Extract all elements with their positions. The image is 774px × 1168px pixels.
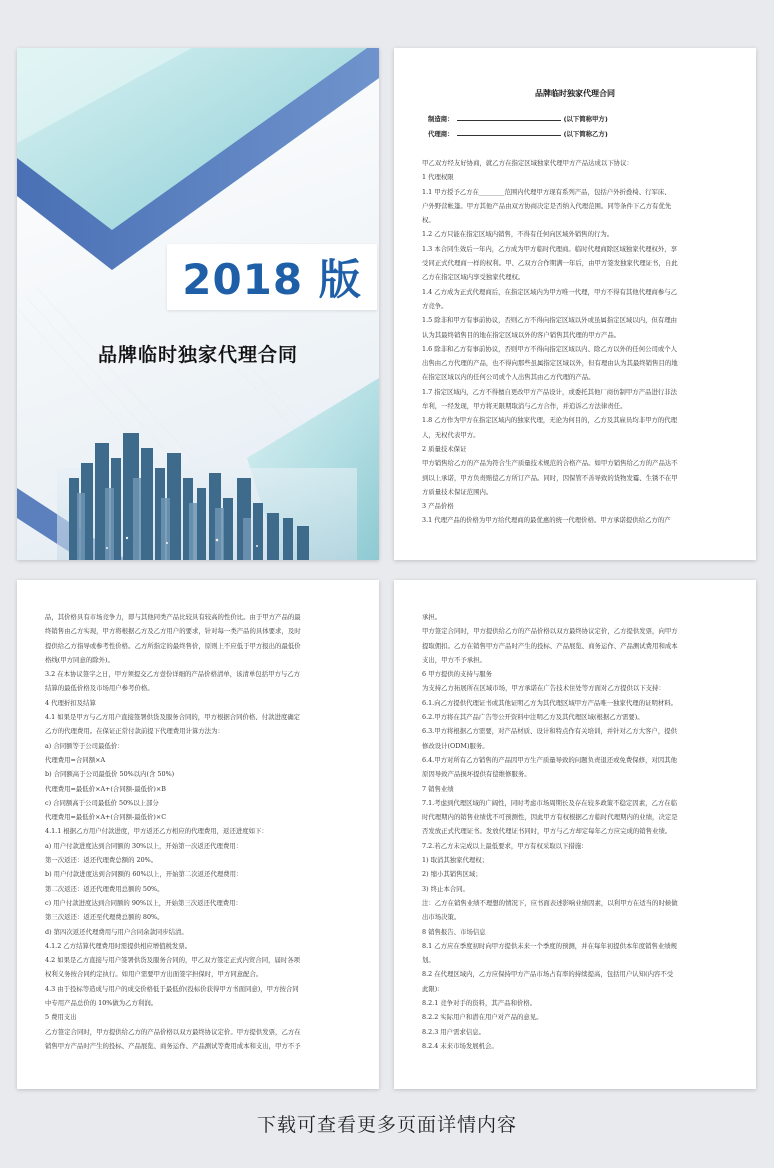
party-a-row xyxy=(428,114,608,123)
text-line: 3 产品价格 xyxy=(422,502,454,511)
text-line: 7.1.考虑到代理区域的广阔性，同时考虑市场周期长及存在较多政策不稳定因素，乙方在临 xyxy=(422,798,678,807)
text-line: 1.3 本合同生效后一年内，乙方成为甲方临时代理商。临时代理商除区域独家代理权外，享 xyxy=(422,244,678,253)
text-line: 6.1.向乙方提供代理证书或其他证明乙方为其代理区域甲方产品唯一独家代理的证明材料。 xyxy=(422,698,678,707)
text-line: 1.8 乙方作为甲方在指定区域内的独家代理，无论为何目的，乙方及其雇员均非甲方的代理 xyxy=(422,416,678,425)
cover-page[interactable] xyxy=(17,48,379,560)
text-line: 6.2.甲方将在其产品广告等公开资料中注明乙方及其代理区域(根据乙方需要)。 xyxy=(422,713,644,722)
text-line: 出市场决策。 xyxy=(422,913,461,922)
text-line: 结算的最低价格及市场用户参考价格。 xyxy=(45,684,154,693)
page-2-body xyxy=(45,610,351,1053)
contract-title: 品牌临时独家代理合同 xyxy=(535,89,615,98)
cover-year: 2018 版 xyxy=(182,255,362,304)
text-line: 注：乙方在销售业绩不理想的情况下，应书面表述影响业绩因素，以利甲方在适当的时候做 xyxy=(422,898,678,907)
text-line: 支出，甲方不予承担。 xyxy=(422,655,486,664)
text-line: 6 甲方提供的支持与服务 xyxy=(422,670,493,679)
text-line: 8.2.3 用户需求信息。 xyxy=(422,1027,486,1036)
year-badge xyxy=(167,244,377,310)
text-line: 8.2 在代理区域内，乙方应保持甲方产品市场占有率的持续提高，包括用户认知(内容不受 xyxy=(422,970,674,979)
text-line: 权利义务按合同约定执行。如用户需要甲方出面签字担保时，甲方同意配合。 xyxy=(45,970,263,979)
cover-title: 品牌临时独家代理合同 xyxy=(97,344,298,366)
text-line: 4.3 由于投标等造成与用户的成交价格低于最低价(投标价获得甲方书面同意)，甲方按合同 xyxy=(45,984,299,993)
text-line: 8.2.4 未来市场发展机会。 xyxy=(422,1041,498,1050)
text-line: 甲乙双方经友好协商，就乙方在指定区域独家代理甲方产品达成以下协议： xyxy=(422,159,633,167)
text-line: 甲方签定合同时，甲方提供给乙方的产品价格以双方最终协议定价，乙方提供发票，向甲方 xyxy=(422,627,678,636)
text-line: 销售甲方产品时产生的投标、产品展览、商务运作、产品测试等费用成本和支出，甲方不予 xyxy=(45,1041,301,1050)
text-line: 8.2.1 竞争对手的资料，其产品和价格。 xyxy=(422,999,537,1008)
text-line: 1.4 乙方成为正式代理商后，在指定区域内为甲方唯一代理，甲方不得有其他代理商参与乙 xyxy=(422,287,678,296)
text-line: b) 用户付款进度达到合同额的 60%以上，开始第二次返还代理费用： xyxy=(45,870,243,879)
document-page-1[interactable] xyxy=(394,48,756,560)
text-line: a) 用户付款进度达到合同额的 30%以上，开始第一次返还代理费用： xyxy=(45,841,243,850)
text-line: 牟利，一经发现，甲方将无限期取消与乙方合作，并追诉乙方法律责任。 xyxy=(422,402,627,411)
text-line: 否发放正式代理证书。发放代理证书同时，甲方与乙方却定每年乙方应完成的销售业绩。 xyxy=(422,827,672,836)
text-line: 4.1.2 乙方结算代理费用时需提供相应增值税发票。 xyxy=(45,941,192,950)
text-line: 1 代理权限 xyxy=(422,173,454,182)
text-line: 人，无权代表甲方。 xyxy=(422,430,480,439)
text-line: 8 销售报告、市场信息 xyxy=(422,927,486,936)
party-a-blank[interactable] xyxy=(457,120,561,121)
text-line: 权。 xyxy=(422,216,435,225)
text-line: 1.2 乙方只能在指定区域内销售，不得有任何向区域外销售的行为。 xyxy=(422,230,614,239)
party-b-suffix: (以下简称乙方) xyxy=(563,130,608,138)
text-line: 3.2 在本协议签字之日，甲方须提交乙方壹份详细的产品价格清单，该清单包括甲方与乙方 xyxy=(45,670,301,679)
text-line: 提取佣扣。乙方在销售甲方产品时产生的投标、产品展览、商务运作、产品测试费用和成本 xyxy=(422,641,678,650)
text-line: 1.5 除非和甲方有事前协议，否则乙方不得向指定区域以外或虽属指定区域以内，但有理由 xyxy=(422,316,678,325)
text-line: 乙方的代理费用。在保证正常付款前提下代理费用计算方法为： xyxy=(45,727,224,736)
text-line: 代理费用=最低价×A+(合同额-最低价)×C xyxy=(45,813,167,822)
text-line: 方质量技术保证范围内。 xyxy=(422,487,493,496)
page-3-body xyxy=(422,610,728,1053)
text-line: 提供给乙方指导或参考性价格。乙方所指定的最终售价，原则上不应低于甲方报出的最低价 xyxy=(45,641,301,650)
text-line: 格线(甲方同意的除外)。 xyxy=(45,655,114,664)
text-line: c) 合同额高于公司最低价 50%以上部分 xyxy=(45,798,159,807)
text-line: 承担。 xyxy=(422,613,442,621)
text-line: 户外野营帐篷。甲方其他产品由双方协商决定是否纳入代理范围。同等条件下乙方有优先 xyxy=(422,201,672,210)
text-line: 第一次返还：返还代理费总额的 20%。 xyxy=(45,856,158,865)
document-page-2[interactable] xyxy=(17,580,379,1089)
text-line: 代理费用=合同额×A xyxy=(45,755,106,764)
text-line: 乙方在指定区域内享受独家代理权。 xyxy=(422,273,525,282)
text-line: 受同正式代理商一样的权利。甲、乙双方合作期满一年后，由甲方签发独家代理证书，自此 xyxy=(422,259,678,268)
download-caption[interactable]: 下载可查看更多页面详情内容 xyxy=(256,1114,517,1136)
text-line: 在指定区域以内的任何公司或个人出售其由乙方代理的产品。 xyxy=(422,373,595,382)
text-line: 认为其最终销售目的地在指定区域以外的客户销售其代理的甲方产品。 xyxy=(422,330,621,339)
text-line: 1.1 甲方授予乙方在________范围内代理甲方现有系列产品，包括户外折叠椅、行军床、 xyxy=(422,187,671,196)
text-line: 品，其价格具有市场竞争力，即与其他同类产品比较具有较高的性价比。由于甲方产品的最 xyxy=(45,613,301,621)
text-line: 7.2.若乙方未完成以上最低要求，甲方有权采取以下措施： xyxy=(422,841,588,850)
text-line: 为支持乙方拓展所在区域市场，甲方承诺在广告技术住处等方面对乙方提供以下支持： xyxy=(422,684,665,693)
text-line: 4 代理折扣及结算 xyxy=(45,698,96,707)
text-line: 1) 取消其独家代理权； xyxy=(422,856,489,865)
text-line: 2 质量技术保证 xyxy=(422,444,467,453)
text-line: 7 销售业绩 xyxy=(422,784,454,793)
text-line: 6.4.甲方对所有乙方销售的产品因甲方生产质量导致的问题负责退还或免费保修，对因其他 xyxy=(422,755,678,764)
text-line: 4.1 如果是甲方与乙方用户直接签署供货及服务合同的，甲方根据合同价格、付款进度确定 xyxy=(45,713,301,722)
text-line: 3) 终止本合同。 xyxy=(422,884,469,893)
document-page-3[interactable] xyxy=(394,580,756,1089)
text-line: 乙方签定合同时，甲方提供给乙方的产品价格以双方最终协议定价。甲方提供发票，乙方在 xyxy=(45,1027,301,1036)
text-line: 中专用产品总价的 10%做为乙方利润。 xyxy=(45,999,158,1008)
text-line: 甲方销售给乙方的产品为符合生产质量技术规范的合格产品。如甲方销售给乙方的产品达不 xyxy=(422,459,678,468)
text-line: 5 费用支出 xyxy=(45,1013,77,1022)
text-line: b) 合同额高于公司最低价 50%以内(含 50%) xyxy=(45,770,175,779)
text-line: 方竞争。 xyxy=(422,301,448,310)
text-line: 代理费用=最低价×A+(合同额-最低价)×B xyxy=(45,784,166,793)
text-line: 4.2 如果是乙方直接与用户签署供货及服务合同的，甲乙双方签定正式内贸合同，届时各项 xyxy=(45,956,301,965)
text-line: c) 用户付款进度达到合同额的 90%以上，开始第三次返还代理费用： xyxy=(45,898,242,907)
page-1-body xyxy=(422,156,728,528)
text-line: 到以上承诺，甲方负责赔偿乙方所订产品。同时，因保管不善导致的货物发霉、生锈不在甲 xyxy=(422,473,678,482)
text-line: 8.2.2 实际用户和潜在用户对产品的意见。 xyxy=(422,1013,543,1022)
party-b-row xyxy=(428,129,608,138)
text-line: 第三次返还：返还至代理费总额的 80%。 xyxy=(45,913,164,922)
text-line: 时代理期内的销售业绩优不可预测性，因此甲方有权根据乙方临时代理期内的业绩，决定是 xyxy=(422,813,678,822)
text-line: d) 第四次返还代理费用与用户合同余款同步结清。 xyxy=(45,927,188,936)
text-line: a) 合同额等于公司最低价： xyxy=(45,741,124,750)
text-line: 划。 xyxy=(422,956,435,965)
text-line: 终销售由乙方实现，甲方将根据乙方及乙方用户的要求，针对每一类产品的具体要求，及时 xyxy=(45,627,301,636)
text-line: 修改设计(ODM)服务。 xyxy=(422,741,489,750)
text-line: 第二次返还：返还代理费用总额的 50%。 xyxy=(45,884,164,893)
text-line: 8.1 乙方应在季度初时向甲方提供未来一个季度的预测，并在每年初提供本年度销售业绩规 xyxy=(422,941,678,950)
text-line: 此限)： xyxy=(422,984,444,993)
party-a-suffix: (以下简称甲方) xyxy=(563,115,608,123)
text-line: 3.1 代理产品的价格为甲方给代理商的最优惠的统一代理价格。甲方承诺提供给乙方的产 xyxy=(422,516,671,525)
party-b-label: 代理商： xyxy=(428,130,454,138)
party-b-blank[interactable] xyxy=(457,135,561,136)
party-a-label: 制造商： xyxy=(428,115,454,123)
text-line: 4.1.1 根据乙方用户付款进度，甲方返还乙方相应的代理费用，返还进度如下： xyxy=(45,827,268,836)
text-line: 原因导致产品损坏提供有偿维修服务。 xyxy=(422,770,531,779)
text-line: 1.7 指定区域内，乙方不得擅自更改甲方产品设计，或委托其他厂商仿制甲方产品进行非法 xyxy=(422,387,678,396)
text-line: 6.3.甲方将根据乙方需要，对产品材质、设计和特点作有关培训，并针对乙方大客户，提供 xyxy=(422,727,678,736)
text-line: 1.6 除非和乙方有事前协议，否则甲方不得向指定区域以内、除乙方以外的任何公司或个人 xyxy=(422,344,678,353)
text-line: 2) 缩小其销售区域； xyxy=(422,870,482,879)
text-line: 出售由乙方代理的产品，也不得向那些虽属指定区域以外，但有理由认为其最终销售目的地 xyxy=(422,359,678,368)
